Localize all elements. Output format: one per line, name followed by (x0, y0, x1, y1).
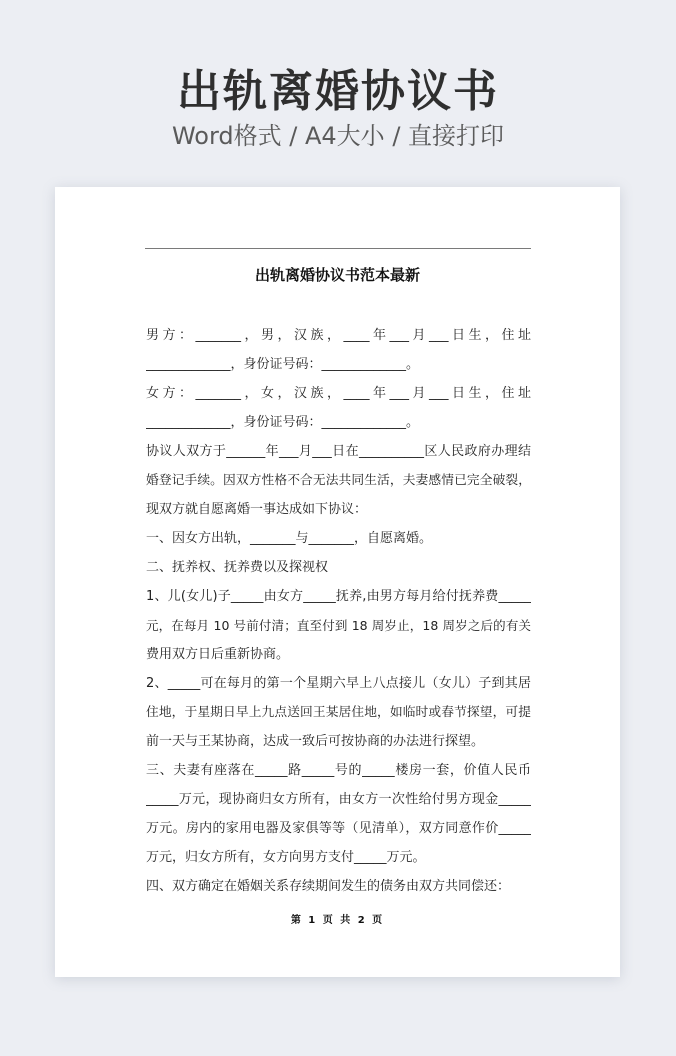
body-line: 一、因女方出轨，_______与_______，自愿离婚。 (146, 531, 433, 546)
hero-title: 出轨离婚协议书 (177, 66, 499, 117)
body-line: 男方：_______，男，汉族，____年___月___日生，住址 (146, 328, 531, 343)
page-indicator: 第 1 页 共 2 页 (290, 915, 385, 926)
body-line: 元，在每月 10 号前付清；直至付到 18 周岁止，18 周岁之后的有关 (146, 618, 531, 633)
body-line: 女方：_______，女，汉族，____年___月___日生，住址 (146, 386, 531, 401)
body-line: 婚登记手续。因双方性格不合无法共同生活，夫妻感情已完全破裂， (146, 473, 531, 488)
body-line: 住地，于星期日早上九点送回王某居住地，如临时或春节探望，可提 (146, 705, 531, 720)
header-rule (145, 248, 531, 249)
body-line: 2、_____可在每月的第一个星期六早上八点接儿（女儿）子到其居 (146, 676, 531, 691)
body-line: 二、抚养权、抚养费以及探视权 (146, 560, 329, 575)
body-line: _____________，身份证号码：_____________。 (146, 415, 420, 430)
hero-subtitle: Word格式 / A4大小 / 直接打印 (171, 122, 505, 150)
body-line: 费用双方日后重新协商。 (146, 647, 290, 662)
body-line: _____________，身份证号码：_____________。 (146, 357, 420, 372)
body-line: 协议人双方于______年___月___日在__________区人民政府办理结 (146, 444, 531, 459)
body-line: 三、夫妻有座落在_____路_____号的_____楼房一套，价值人民币 (146, 763, 531, 778)
body-line: 现双方就自愿离婚一事达成如下协议： (146, 502, 368, 517)
body-line: 四、双方确定在婚姻关系存续期间发生的债务由双方共同偿还： (146, 879, 511, 894)
body-line: _____万元，现协商归女方所有，由女方一次性给付男方现金_____ (146, 792, 531, 807)
body-line: 前一天与王某协商，达成一致后可按协商的办法进行探望。 (146, 734, 485, 749)
document-title: 出轨离婚协议书范本最新 (254, 266, 420, 284)
body-line: 万元。房内的家用电器及家俱等等（见清单），双方同意作价_____ (146, 821, 531, 836)
document-body (146, 321, 531, 901)
document-page (55, 187, 620, 977)
body-line: 万元，归女方所有，女方向男方支付_____万元。 (146, 850, 426, 865)
body-line: 1、儿(女儿)子_____由女方_____抚养,由男方每月给付抚养费_____ (146, 589, 531, 604)
